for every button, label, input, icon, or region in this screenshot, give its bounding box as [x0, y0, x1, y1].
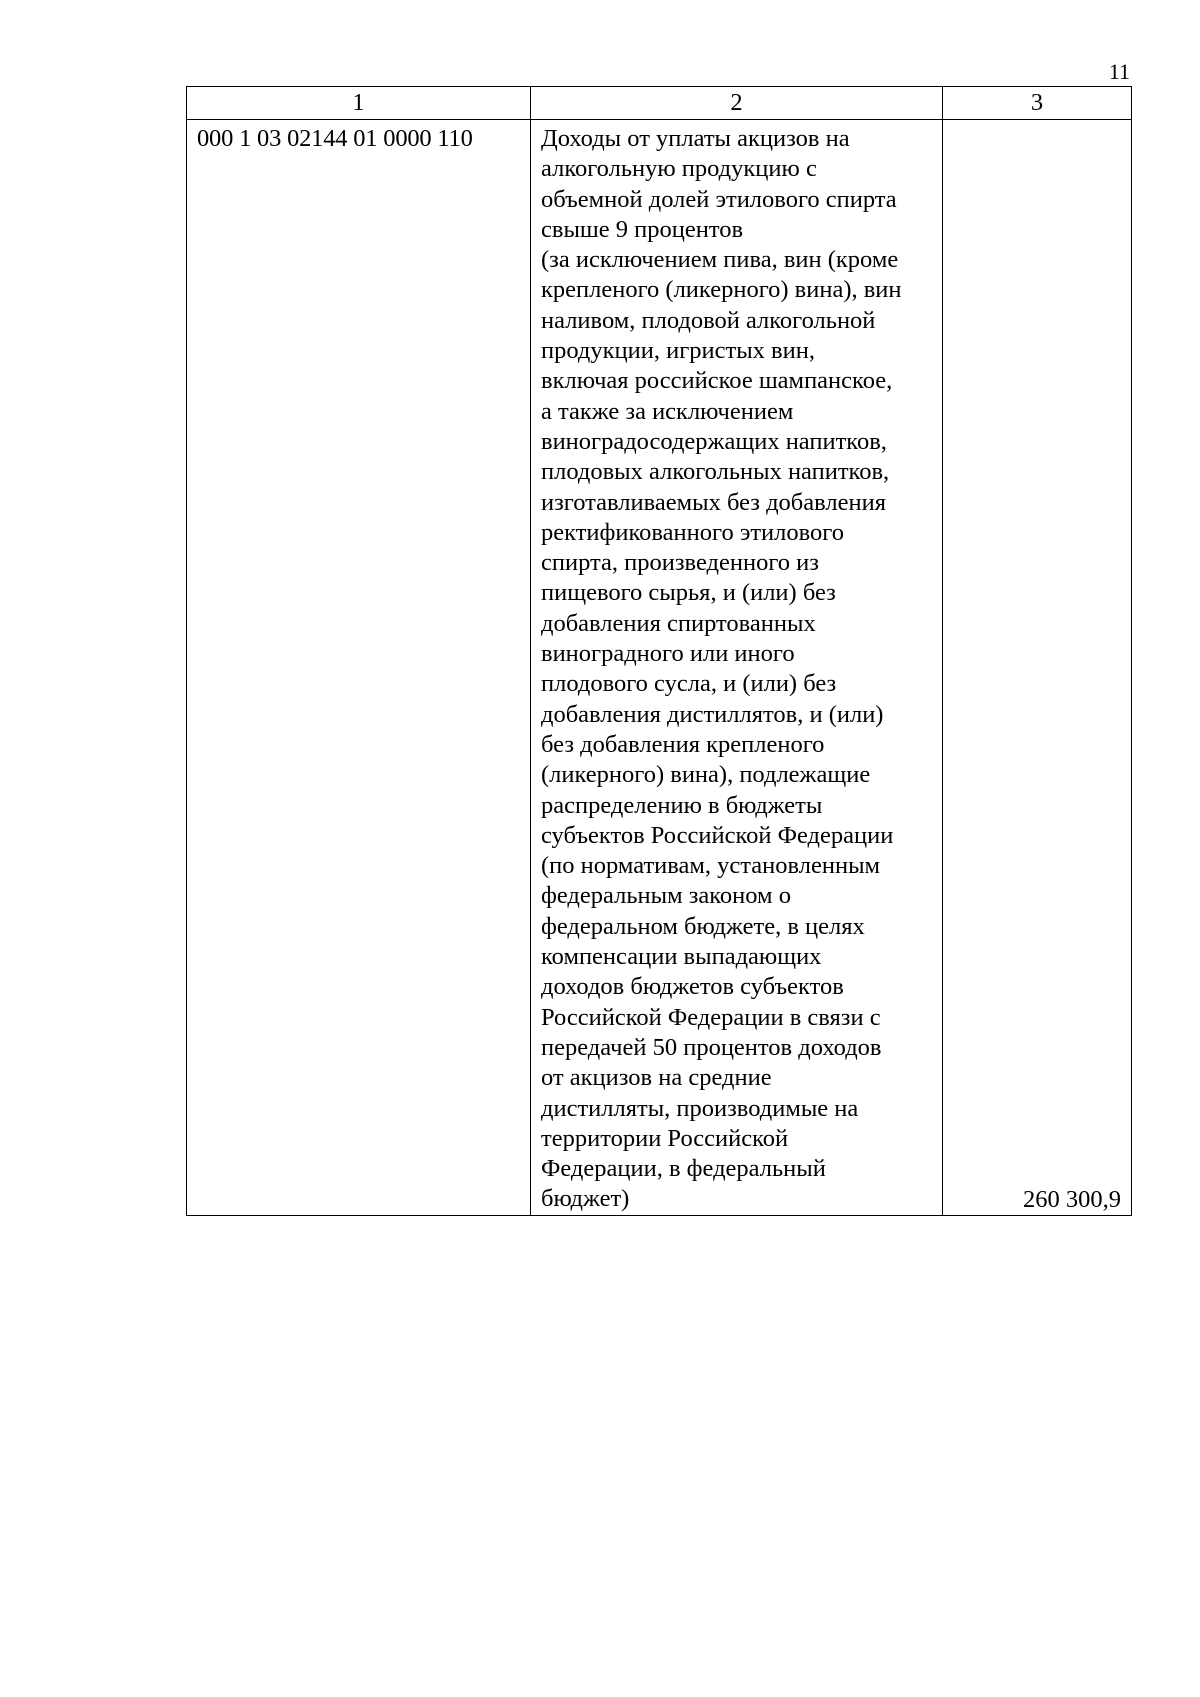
revenue-description — [531, 120, 943, 1216]
description-line: крепленого (ликерного) вина), вин — [541, 276, 902, 304]
description-line: федеральным законом о — [541, 882, 791, 910]
description-line: а также за исключением — [541, 397, 794, 425]
description-line: доходов бюджетов субъектов — [541, 973, 844, 1001]
description-line: от акцизов на средние — [541, 1064, 772, 1092]
description-line: включая российское шампанское, — [541, 367, 893, 395]
description-line: плодовых алкогольных напитков, — [541, 458, 890, 486]
description-line: (за исключением пива, вин (кроме — [541, 246, 899, 274]
description-line: изготавливаемых без добавления — [541, 488, 886, 516]
description-line: ректификованного этилового — [541, 518, 844, 546]
description-line: добавления дистиллятов, и (или) — [541, 700, 884, 728]
description-line: компенсации выпадающих — [541, 943, 822, 971]
table-header-row — [187, 87, 1132, 120]
description-line: Российской Федерации в связи с — [541, 1003, 881, 1031]
revenue-amount: 260 300,9 — [943, 120, 1132, 1216]
description-line: Федерации, в федеральный — [541, 1155, 826, 1183]
description-line: (по нормативам, установленным — [541, 852, 881, 880]
description-line: федеральном бюджете, в целях — [541, 912, 865, 940]
table-row — [187, 120, 1132, 1216]
description-line: пищевого сырья, и (или) без — [541, 579, 836, 607]
budget-classification-code: 000 1 03 02144 01 0000 110 — [187, 120, 531, 1216]
description-line: объемной долей этилового спирта — [541, 185, 897, 213]
description-line: плодового сусла, и (или) без — [541, 670, 837, 698]
column-header-amount: 3 — [943, 87, 1132, 120]
description-line: без добавления крепленого — [541, 730, 825, 758]
description-line: (ликерного) вина), подлежащие — [541, 761, 871, 789]
description-line: территории Российской — [541, 1124, 789, 1152]
column-header-description: 2 — [531, 87, 943, 120]
description-line: субъектов Российской Федерации — [541, 821, 894, 849]
description-line: наливом, плодовой алкогольной — [541, 306, 876, 334]
description-line: виноградосодержащих напитков, — [541, 427, 887, 455]
description-line: передачей 50 процентов доходов — [541, 1033, 882, 1061]
description-line: бюджет) — [541, 1185, 630, 1213]
description-line: спирта, произведенного из — [541, 549, 819, 577]
description-line: Доходы от уплаты акцизов на — [541, 125, 850, 152]
description-line: дистилляты, производимые на — [541, 1094, 859, 1122]
description-line: добавления спиртованных — [541, 609, 816, 637]
page-number: 11 — [1108, 59, 1130, 84]
description-line: продукции, игристых вин, — [541, 337, 815, 365]
revenue-table — [186, 86, 1132, 1216]
description-line: виноградного или иного — [541, 640, 795, 668]
column-header-code: 1 — [187, 87, 531, 120]
description-line: распределению в бюджеты — [541, 791, 823, 819]
description-line: свыше 9 процентов — [541, 215, 744, 243]
description-line: алкогольную продукцию с — [541, 155, 817, 183]
